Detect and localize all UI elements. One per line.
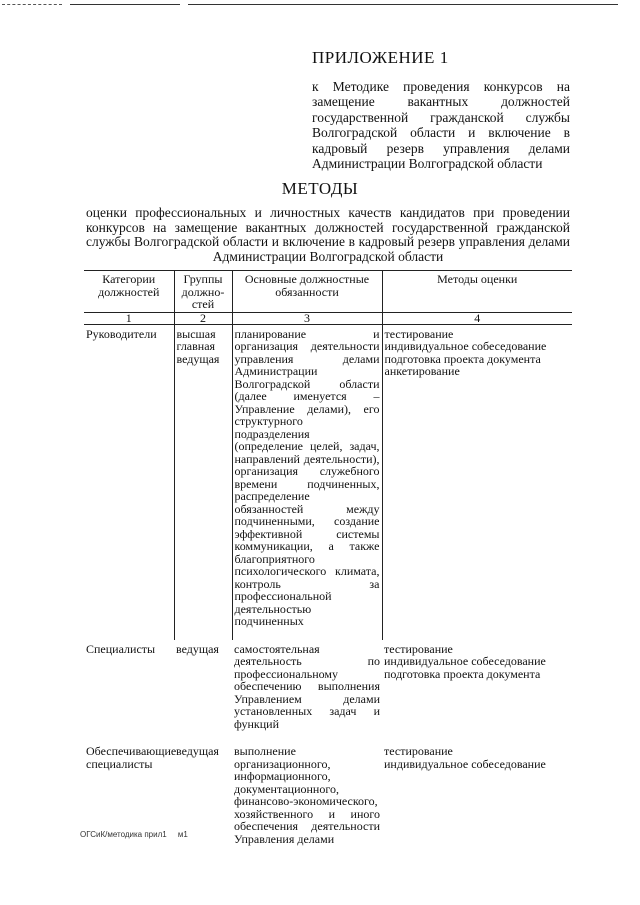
header-groups: Группы должно-стей (174, 271, 232, 313)
footer (80, 830, 188, 839)
column-number: 2 (174, 312, 232, 324)
method-item: тестирование (384, 326, 454, 341)
method-item: анкетирование (384, 364, 460, 378)
group-item: главная (176, 339, 216, 353)
method-item: подготовка проекта документа (384, 351, 541, 366)
column-number: 3 (232, 312, 382, 324)
header-category: Категории должностей (84, 271, 174, 313)
table-row (84, 324, 572, 640)
top-rule-dashed (2, 4, 62, 5)
table-number-row (84, 312, 572, 324)
document-subtitle: оценки профессиональных и личностных качеств кандидатов при проведении конкурсов на замещение вакантных должностей государственной гражданской службы Волгоградской области и включение в кадровый резерв управления делами Администрации Волгоградской области (86, 205, 570, 264)
header-duties: Основные должностные обязанности (232, 271, 382, 313)
appendix-subtitle: к Методике проведения конкурсов на замещение вакантных должностей государственной гражданской службы Волгоградской области и включение в кадровый резерв управления делами Администрации Волгоградской области (312, 79, 570, 172)
column-number: 4 (382, 312, 572, 324)
group-item: ведущая (176, 744, 219, 758)
document-title: МЕТОДЫ (281, 179, 359, 198)
top-rule-long (188, 4, 618, 5)
row-groups (174, 324, 232, 640)
row-groups (174, 742, 232, 857)
row-duties: самостоятельная деятельность по профессиональному обеспечению выполнения Управлением делами установленных задач и функций (234, 641, 380, 731)
top-rule-short (70, 4, 180, 5)
appendix-title: ПРИЛОЖЕНИЕ 1 (312, 48, 449, 67)
column-number: 1 (84, 312, 174, 324)
row-methods (382, 324, 572, 640)
method-item: тестирование (384, 641, 453, 656)
row-category: Обеспечивающие специалисты (86, 744, 177, 771)
header-methods: Методы оценки (382, 271, 572, 313)
method-item: тестирование (384, 744, 453, 758)
row-groups (174, 640, 232, 743)
row-methods (382, 640, 572, 743)
group-item: ведущая (176, 351, 220, 366)
row-duties: планирование и организация деятельности управления делами Администрации Волгоградской области (далее именуется – Управление делами), его структурного подразделения (определение целей, задач, направлений деятельности), организация служебного времени подчиненных, распределение обязанностей между подчиненными, создание эффективной системы коммуникации, а также благоприятного психологического климата, контроль за профессиональной деятельностью подчиненных (232, 324, 382, 640)
table-row (84, 640, 572, 743)
methods-table (84, 270, 572, 857)
footer-mark: м1 (177, 830, 188, 839)
footer-file-path: ОГСиК/методика прил1 (80, 830, 167, 839)
method-item: индивидуальное собеседование (384, 339, 547, 353)
group-item: высшая (176, 326, 216, 341)
method-item: индивидуальное собеседование (384, 756, 546, 771)
group-item: ведущая (176, 641, 219, 656)
row-category: Руководители (86, 326, 157, 341)
row-category: Специалисты (86, 641, 156, 656)
row-duties: выполнение организационного, информационного, документационного, финансово-экономического, хозяйственного и иного обеспечения деятельности Управления делами (234, 744, 380, 846)
row-methods (382, 742, 572, 857)
method-item: индивидуальное собеседование (384, 654, 546, 668)
table-row (84, 742, 572, 857)
method-item: подготовка проекта документа (384, 666, 541, 681)
table-header-row (84, 271, 572, 313)
